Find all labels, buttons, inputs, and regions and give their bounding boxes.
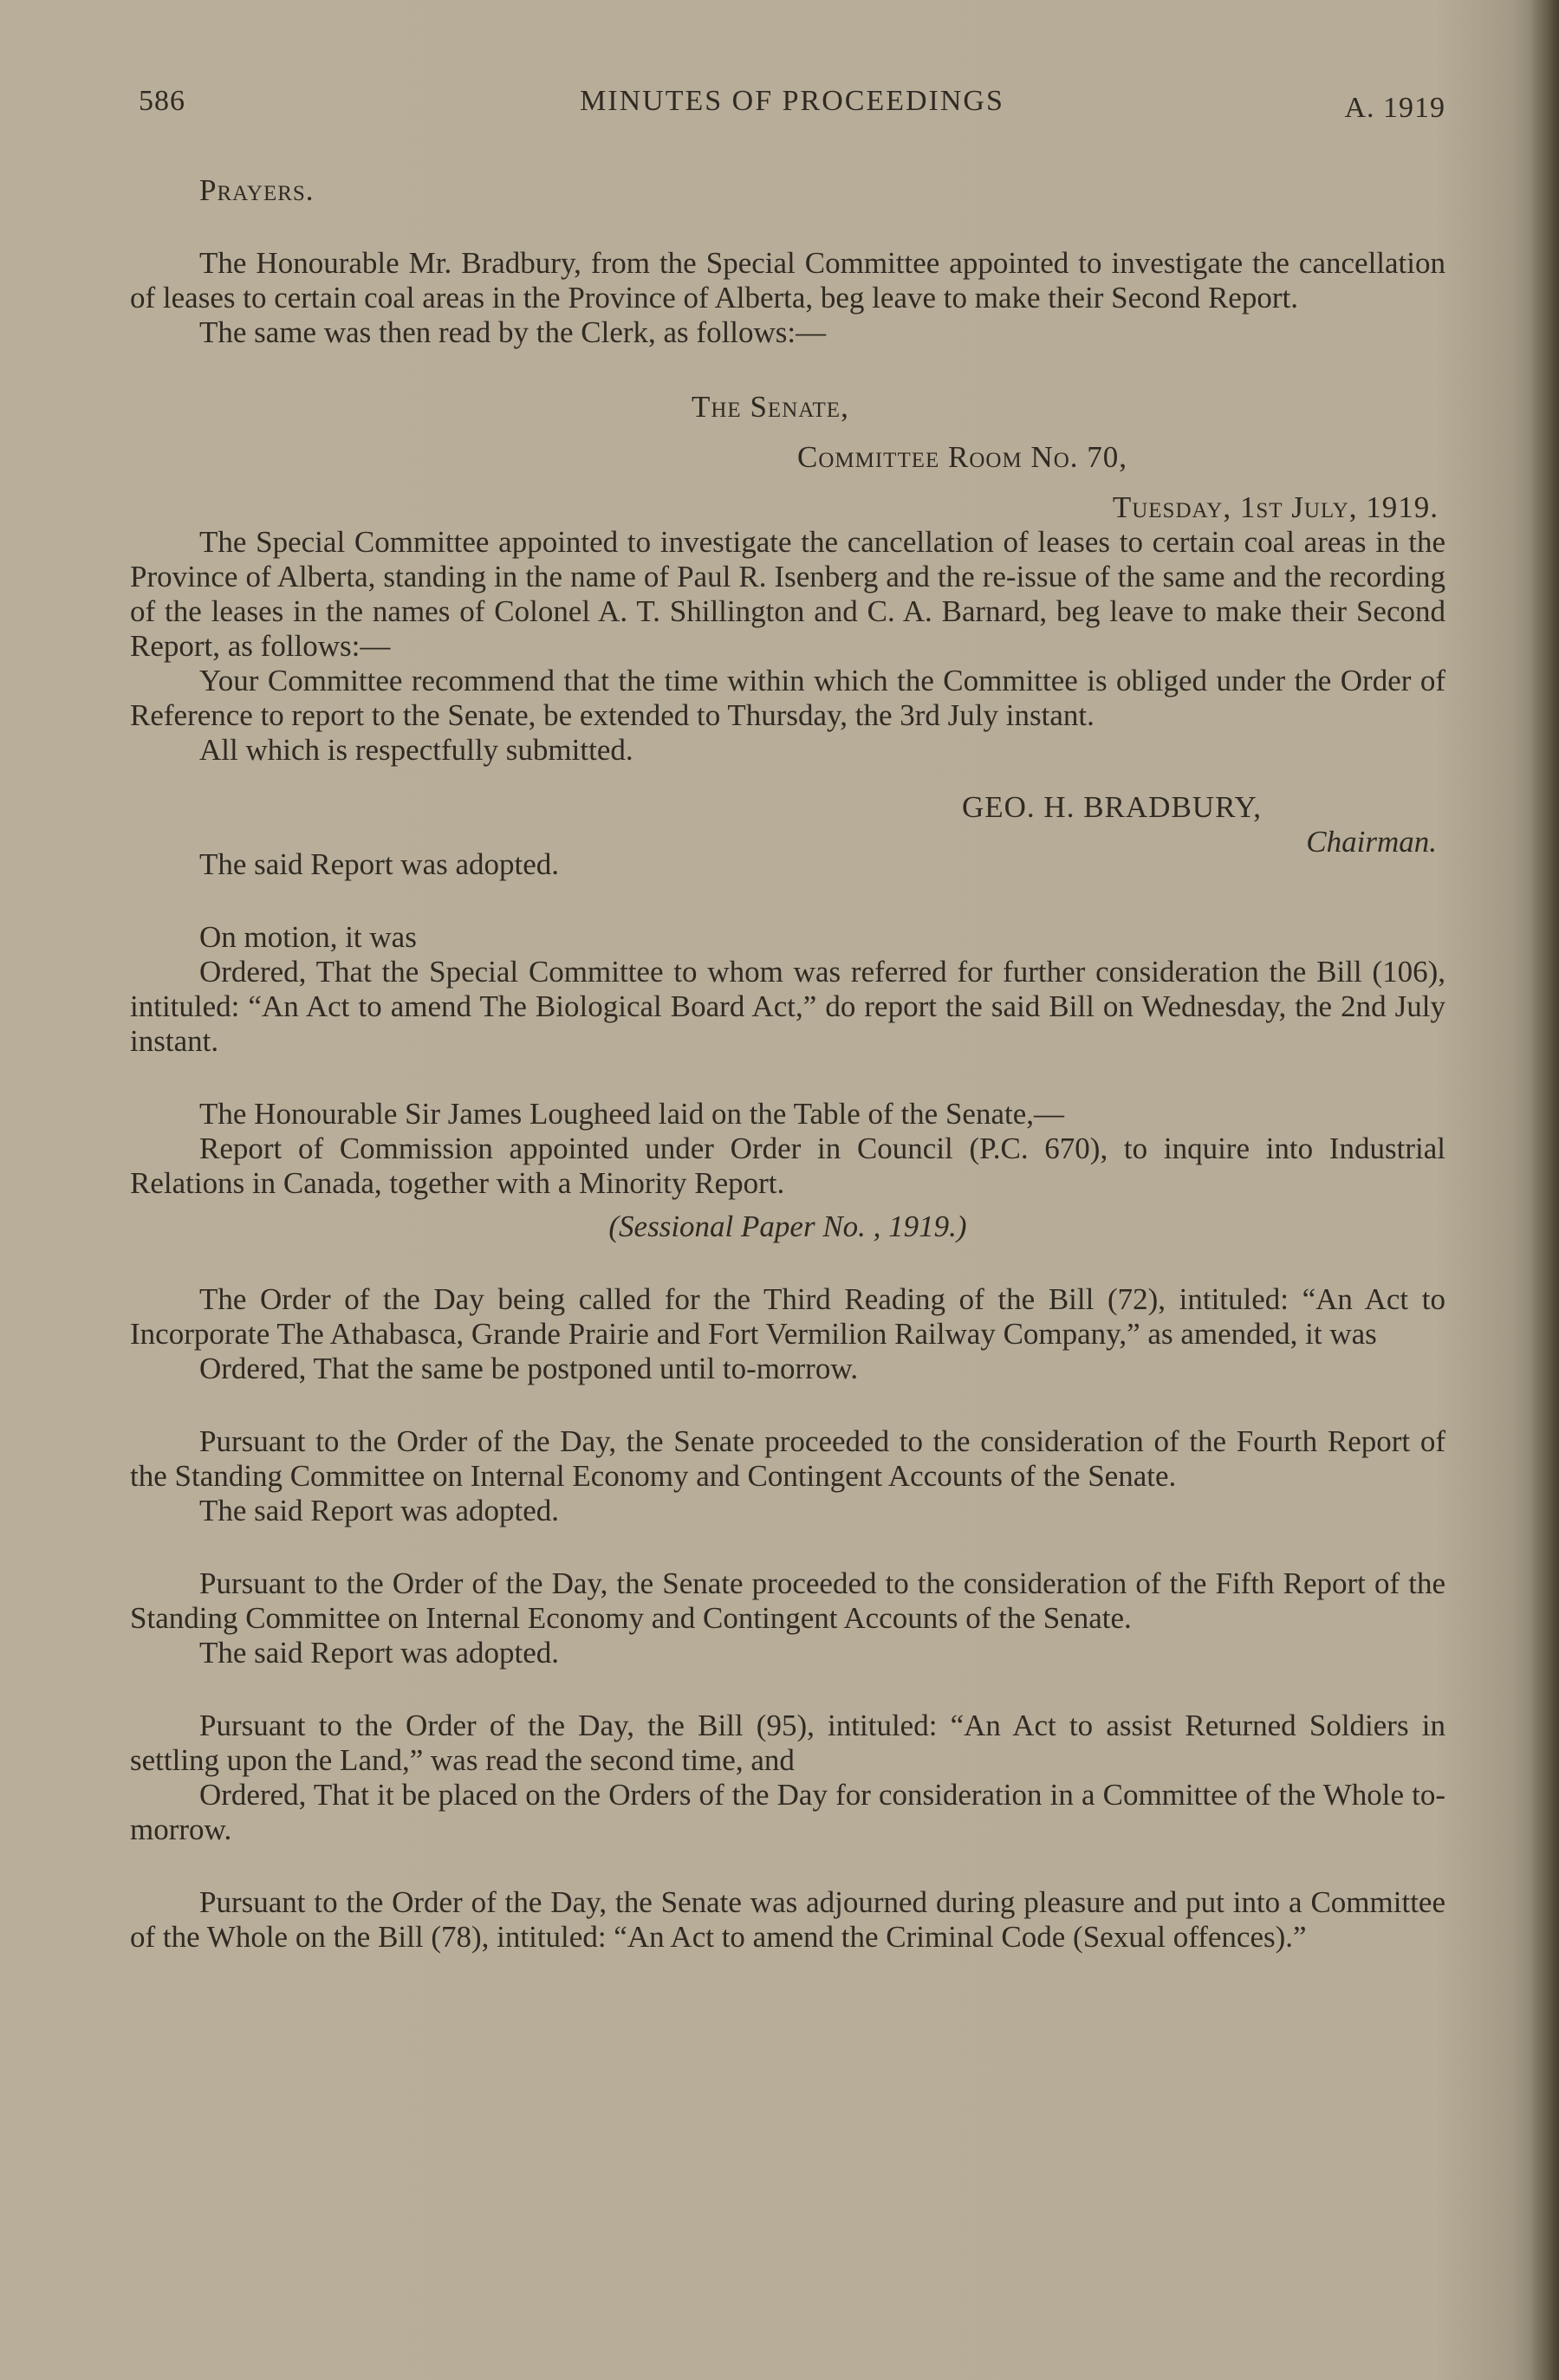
paragraph-postponed: Ordered, That the same be postponed until to-morrow. bbox=[199, 1352, 859, 1385]
paragraph-bill-95: Pursuant to the Order of the Day, the Bill (95), intituled: “An Act to assist Returned Soldiers in settling upon the Land,” was read the second time, and bbox=[130, 1709, 1445, 1777]
prayers-heading: Prayers. bbox=[199, 173, 315, 207]
paragraph-read-by-clerk: The same was then read by the Clerk, as follows:— bbox=[199, 315, 827, 349]
page-body bbox=[130, 173, 1445, 1955]
page-header bbox=[139, 85, 1445, 137]
paragraph-report-adopted-1: The said Report was adopted. bbox=[199, 847, 560, 881]
paragraph-bradbury-report: The Honourable Mr. Bradbury, from the Special Committee appointed to investigate the cancellation of leases to certain coal areas in the Province of Alberta, beg leave to make their Second Report. bbox=[130, 246, 1445, 315]
paragraph-committee-of-whole: Ordered, That it be placed on the Orders of the Day for consideration in a Committee of the Whole to-morrow. bbox=[130, 1778, 1445, 1846]
signature-name: GEO. H. BRADBURY, bbox=[962, 790, 1262, 824]
paragraph-bill-72: The Order of the Day being called for the Third Reading of the Bill (72), intituled: “An Act to Incorporate The Athabasca, Grande Prairie and Fort Vermilion Railway Company,” as amended, it was bbox=[130, 1282, 1445, 1351]
header-year: A. 1919 bbox=[1344, 92, 1445, 124]
paragraph-ordered-bill-106: Ordered, That the Special Committee to whom was referred for further consideration the Bill (106), intituled: “An Act to amend The Biological Board Act,” do report the said Bill on Wednesday, the 2nd July instant. bbox=[130, 955, 1445, 1058]
paragraph-on-motion: On motion, it was bbox=[199, 920, 417, 954]
report-date: Tuesday, 1st July, 1919. bbox=[1112, 490, 1439, 524]
signature-title: Chairman. bbox=[1306, 825, 1437, 859]
report-paragraph-committee: The Special Committee appointed to investigate the cancellation of leases to certain coal areas in the Province of Alberta, standing in the name of Paul R. Isenberg and the re-issue of the same and the recording of the leases in the names of Colonel A. T. Shillington and C. A. Barnard, beg leave to make their Second Report, as follows:— bbox=[130, 525, 1445, 663]
running-title: MINUTES OF PROCEEDINGS bbox=[580, 85, 1004, 117]
page-number: 586 bbox=[139, 85, 185, 117]
paragraph-bill-78: Pursuant to the Order of the Day, the Senate was adjourned during pleasure and put into a Committee of the Whole on the Bill (78), intituled: “An Act to amend the Criminal Code (Sexual offences).” bbox=[130, 1885, 1445, 1954]
paragraph-fifth-report: Pursuant to the Order of the Day, the Senate proceeded to the consideration of the Fifth Report of the Standing Committee on Internal Economy and Contingent Accounts of the Senate. bbox=[130, 1566, 1445, 1635]
report-paragraph-submitted: All which is respectfully submitted. bbox=[199, 733, 633, 767]
paragraph-commission-report: Report of Commission appointed under Order in Council (P.C. 670), to inquire into Industrial Relations in Canada, together with a Minority Report. bbox=[130, 1132, 1445, 1200]
paragraph-report-adopted-2: The said Report was adopted. bbox=[199, 1494, 560, 1527]
paragraph-fourth-report: Pursuant to the Order of the Day, the Senate proceeded to the consideration of the Fourth Report of the Standing Committee on Internal Economy and Contingent Accounts of the Senate. bbox=[130, 1424, 1445, 1493]
paragraph-lougheed-tabled: The Honourable Sir James Lougheed laid on the Table of the Senate,— bbox=[199, 1097, 1065, 1131]
report-address-senate: The Senate, bbox=[692, 390, 849, 424]
page-spine-shadow bbox=[1530, 0, 1559, 2380]
report-address-room: Committee Room No. 70, bbox=[797, 440, 1128, 474]
sessional-paper-reference: (Sessional Paper No. , 1919.) bbox=[608, 1209, 967, 1243]
report-paragraph-recommend: Your Committee recommend that the time within which the Committee is obliged under the Order of Reference to report to the Senate, be extended to Thursday, the 3rd July instant. bbox=[130, 664, 1445, 732]
paragraph-report-adopted-3: The said Report was adopted. bbox=[199, 1636, 560, 1670]
